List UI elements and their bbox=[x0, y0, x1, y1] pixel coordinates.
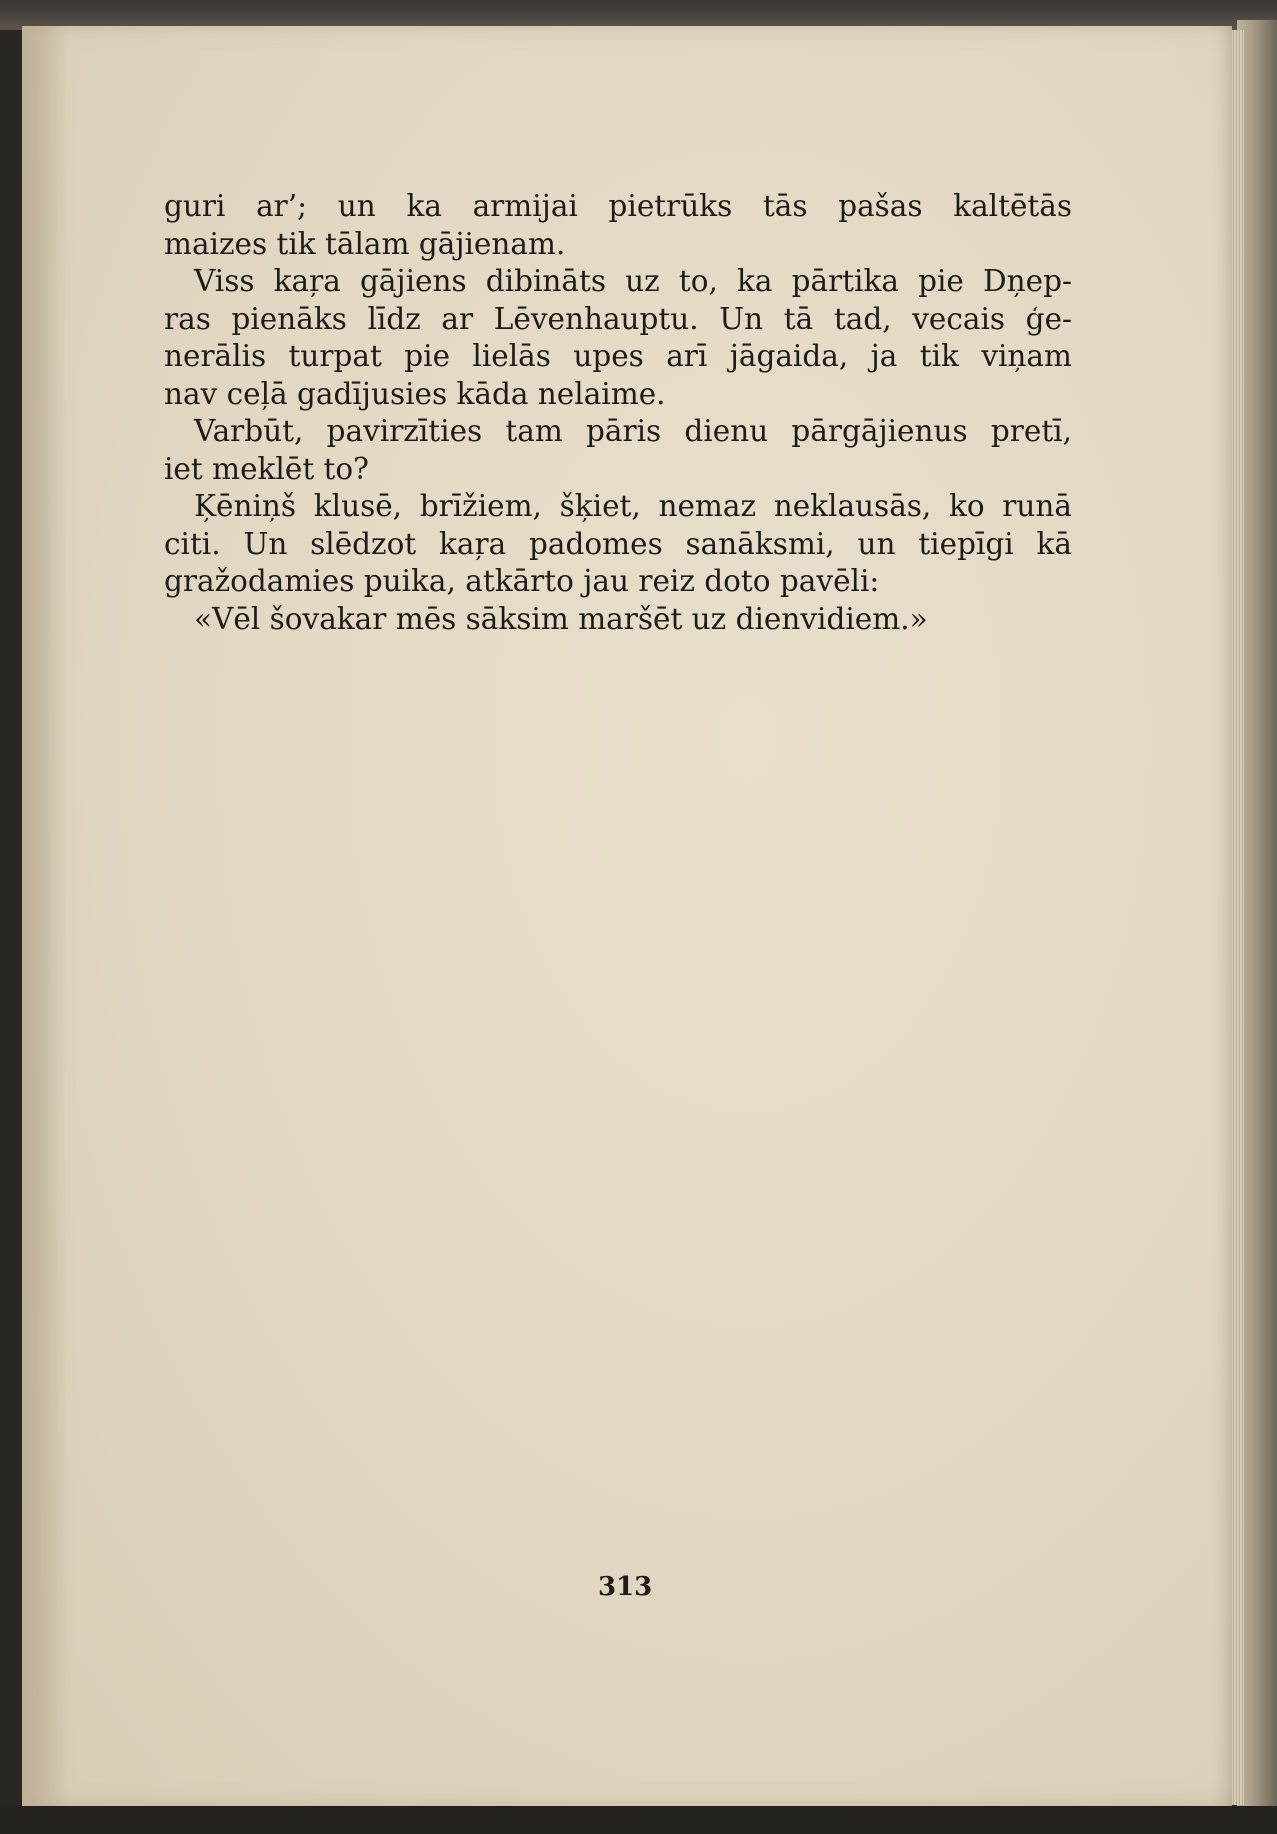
body-text bbox=[164, 188, 1072, 638]
text-line: guri ar’; un ka armijai pietrūks tās pašas kaltētās bbox=[164, 189, 1072, 223]
text-line: Viss kaŗa gājiens dibināts uz to, ka pārtika pie Dņep- bbox=[194, 264, 1072, 298]
book-cover-bottom bbox=[0, 1806, 1277, 1834]
text-line: nav ceļā gadījusies kāda nelaime. bbox=[164, 376, 666, 411]
text-line: «Vēl šovakar mēs sāksim maršēt uz dienvidiem.» bbox=[194, 601, 928, 636]
text-line: iet meklēt to? bbox=[164, 451, 369, 486]
text-line: Ķēniņš klusē, brīžiem, šķiet, nemaz neklausās, ko runā bbox=[194, 489, 1072, 523]
binding-gutter bbox=[22, 26, 68, 1806]
page-number: 313 bbox=[598, 1572, 653, 1602]
text-line: Varbūt, pavirzīties tam pāris dienu pārgājienus pretī, bbox=[194, 414, 1072, 448]
text-line: maizes tik tālam gājienam. bbox=[164, 226, 566, 261]
text-line: nerālis turpat pie lielās upes arī jāgaida, ja tik viņam bbox=[164, 339, 1072, 373]
text-line: citi. Un slēdzot kaŗa padomes sanāksmi, un tiepīgi kā bbox=[164, 526, 1072, 561]
text-line: ras pienāks līdz ar Lēvenhauptu. Un tā tad, vecais ģe- bbox=[164, 301, 1072, 336]
text-line: gražodamies puika, atkārto jau reiz doto pavēli: bbox=[164, 564, 880, 598]
